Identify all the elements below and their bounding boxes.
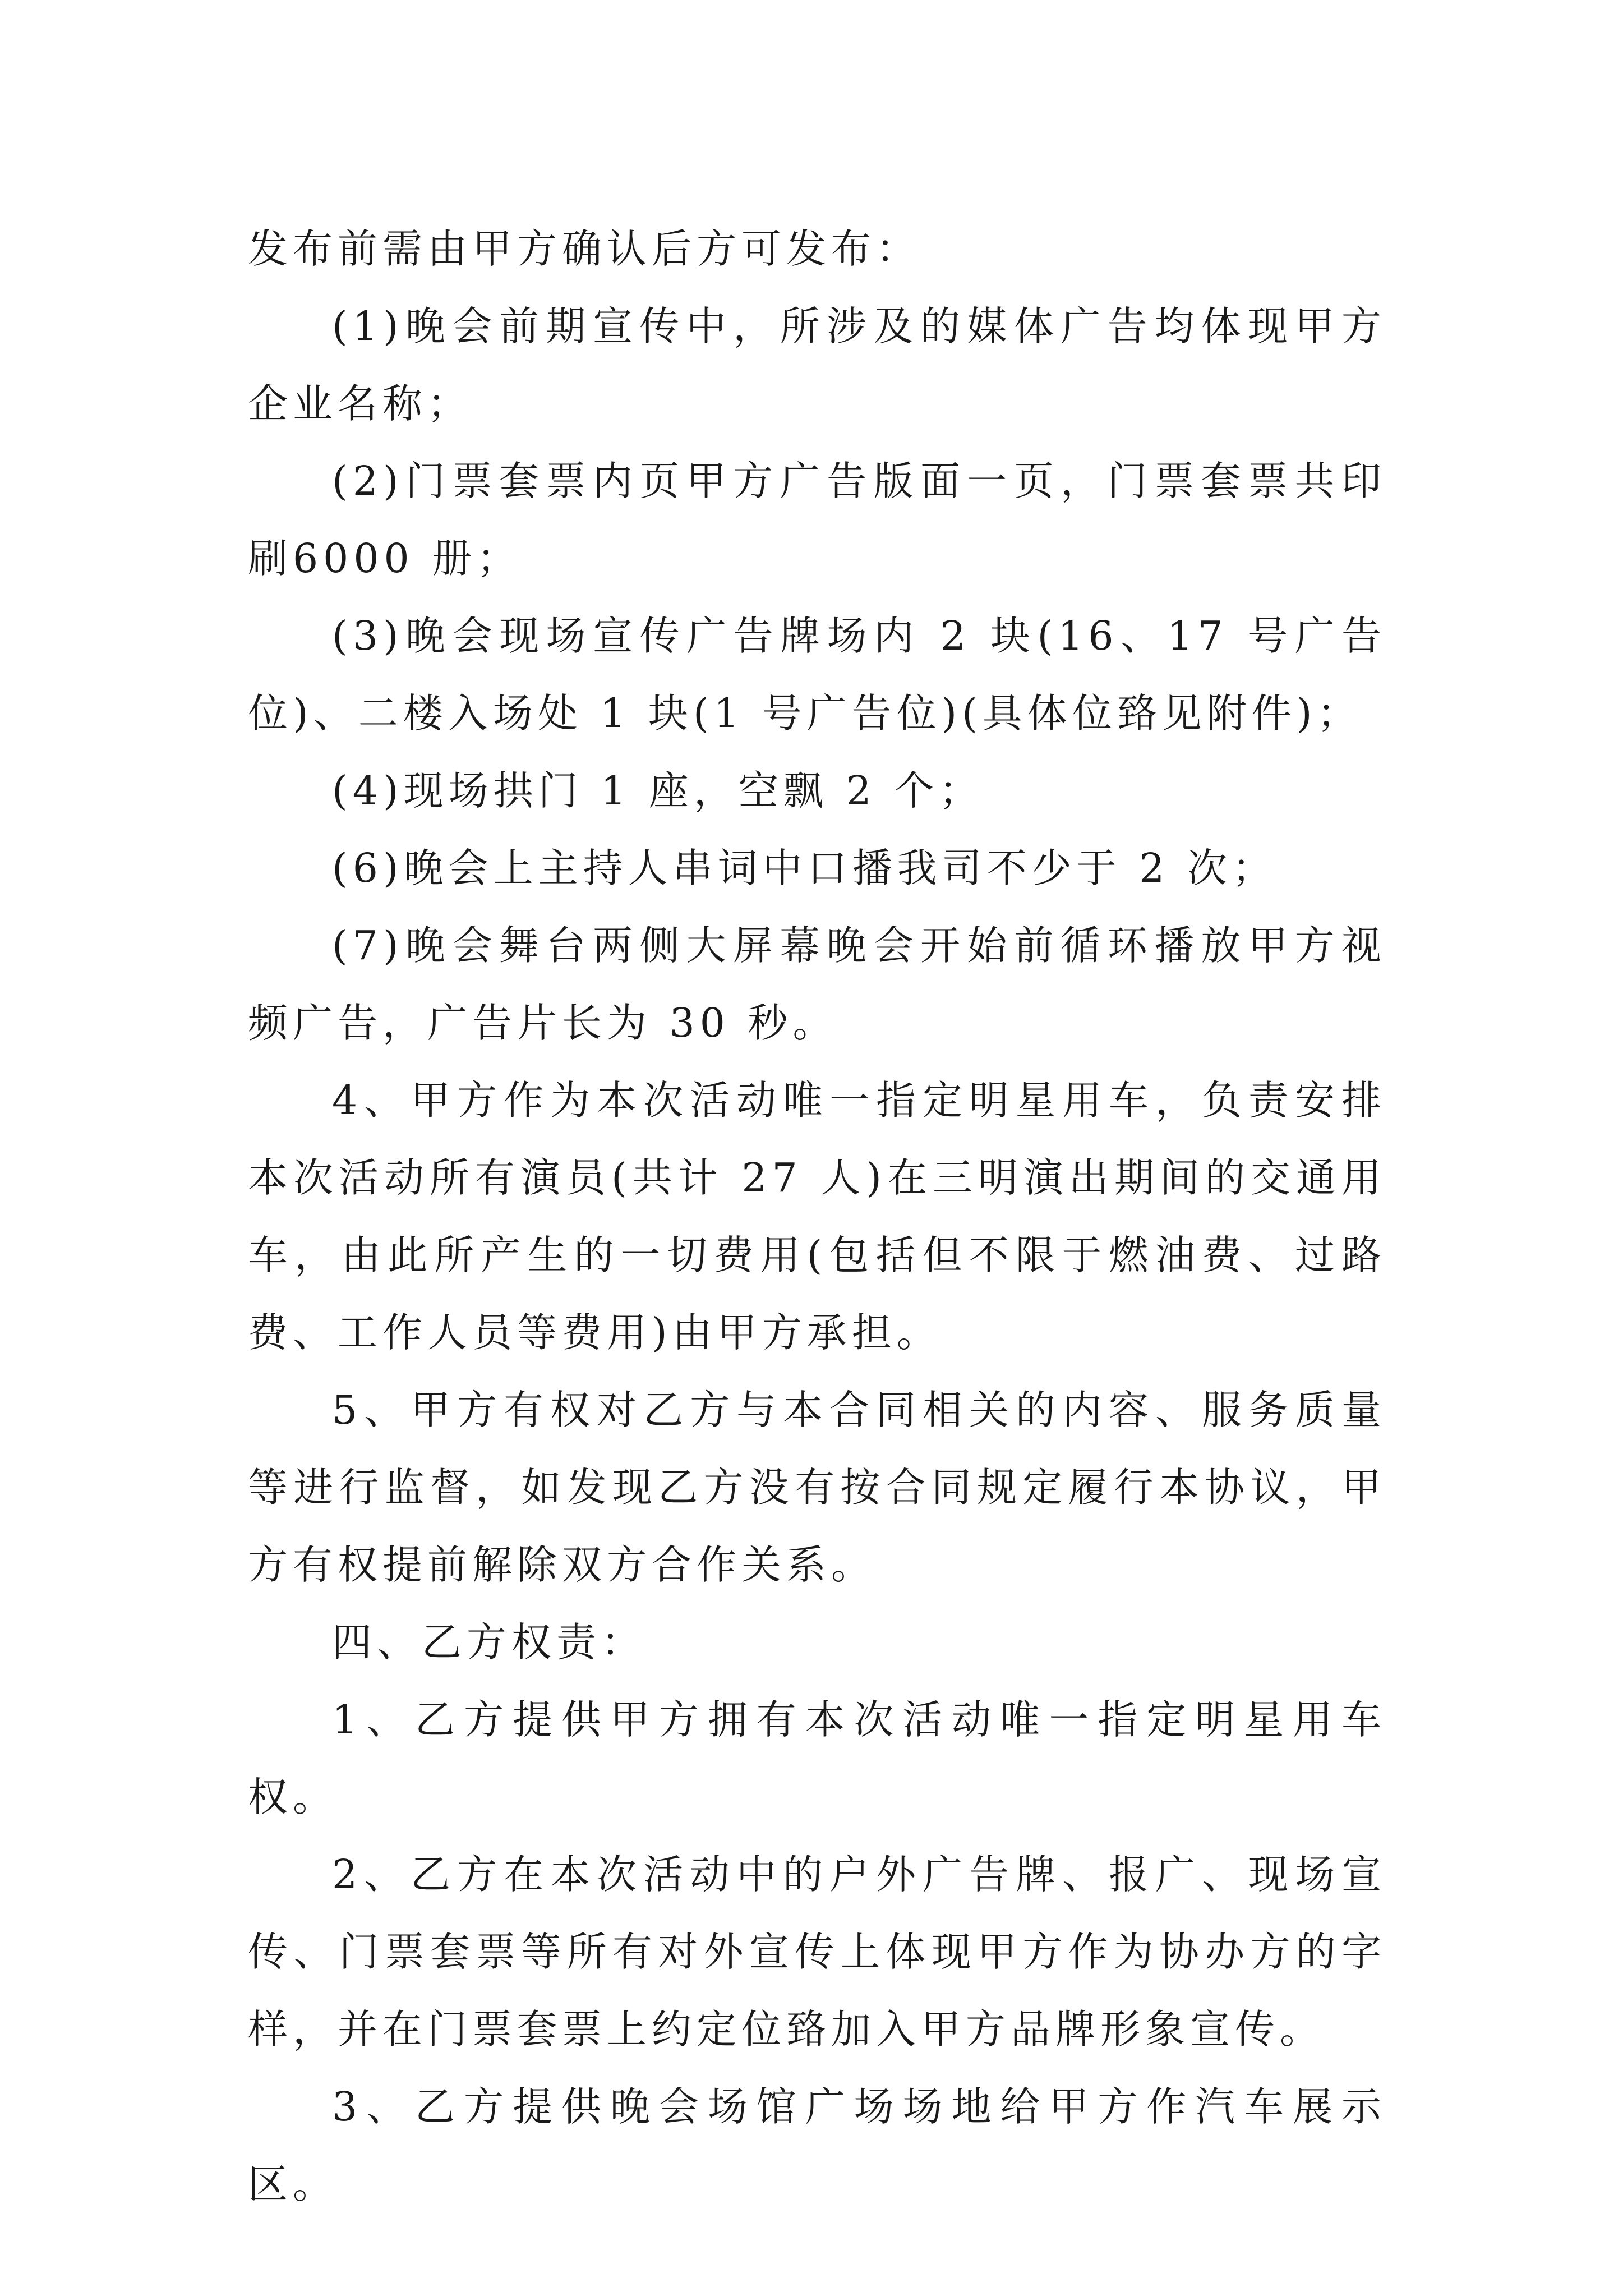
paragraph-clause-5: 5、甲方有权对乙方与本合同相关的内容、服务质量等进行监督，如发现乙方没有按合同规定履行本协议，甲方有权提前解除双方合作关系。 (248, 1387, 1386, 1588)
section-heading-party-b: 四、乙方权责： (332, 1619, 647, 1665)
paragraph-item-4: (4)现场拱门 1 座，空飘 2 个； (332, 767, 984, 814)
paragraph-intro: 发布前需由甲方确认后方可发布： (248, 226, 921, 272)
paragraph-item-7: (7)晚会舞台两侧大屏幕晚会开始前循环播放甲方视频广告，广告片长为 30 秒。 (248, 922, 1386, 1046)
paragraph-item-6: (6)晚会上主持人串词中口播我司不少于 2 次； (332, 845, 1277, 891)
document-body (248, 210, 1386, 2223)
paragraph-item-3: (3)晚会现场宣传广告牌场内 2 块(16、17 号广告位)、二楼入场处 1 块(1 号广告位)(具体位臵见附件)； (248, 613, 1386, 737)
paragraph-party-b-3: 3、乙方提供晚会场馆广场场地给甲方作汽车展示区。 (248, 2083, 1386, 2207)
paragraph-party-b-1: 1、乙方提供甲方拥有本次活动唯一指定明星用车权。 (248, 1696, 1386, 1820)
paragraph-item-1: (1)晚会前期宣传中，所涉及的媒体广告均体现甲方企业名称； (248, 303, 1386, 427)
paragraph-item-2: (2)门票套票内页甲方广告版面一页，门票套票共印刷6000 册； (248, 458, 1386, 582)
paragraph-clause-4: 4、甲方作为本次活动唯一指定明星用车，负责安排本次活动所有演员(共计 27 人)在三明演出期间的交通用车，由此所产生的一切费用(包括但不限于燃油费、过路费、工作人员等费用)由甲方承担。 (248, 1077, 1386, 1356)
paragraph-party-b-2: 2、乙方在本次活动中的户外广告牌、报广、现场宣传、门票套票等所有对外宣传上体现甲方作为协办方的字样，并在门票套票上约定位臵加入甲方品牌形象宣传。 (248, 1851, 1386, 2053)
